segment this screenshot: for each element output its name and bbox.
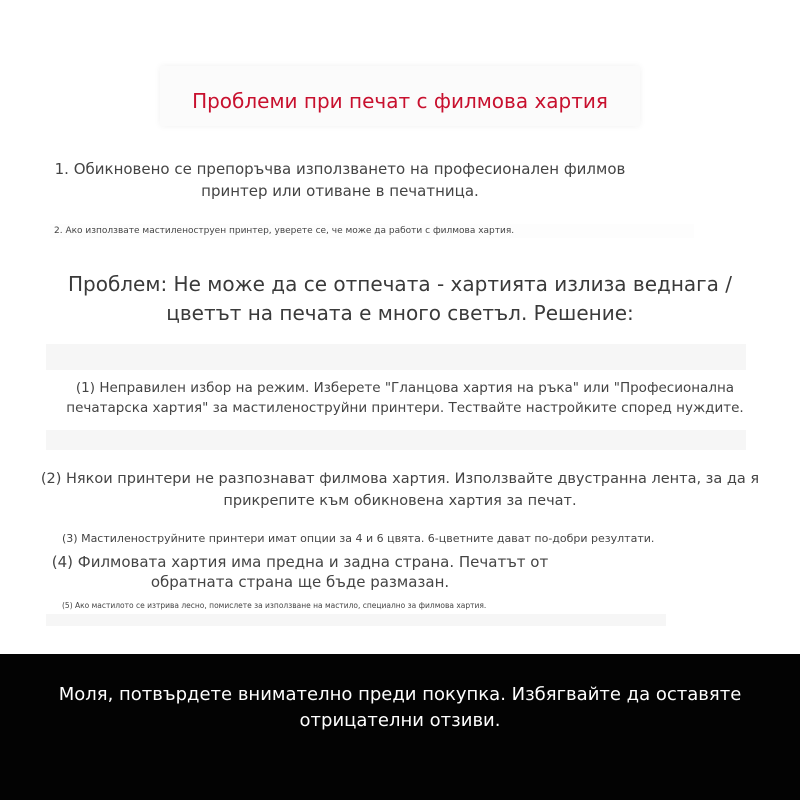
solution-item-4: (4) Филмовата хартия има предна и задна страна. Печатът от обратната страна ще бъде размазан. (51, 553, 549, 591)
note-professional-printer: 1. Обикновено се препоръчва използването на професионален филмов принтер или отиване в печатница. (54, 160, 626, 200)
solution-item-1: (1) Неправилен избор на режим. Изберете "Гланцова хартия на ръка" или "Професионална печатарска хартия" за мастиленоструйни принтери. Тествайте настройките според нуждите. (66, 380, 744, 416)
problem-heading: Проблем: Не може да се отпечата - хартията излиза веднага / цветът на печата е много светъл. Решение: (67, 272, 733, 325)
note-inkjet-compatibility: 2. Ако използвате мастиленоструен принтер, уверете се, че може да работи с филмова хартия. (50, 224, 694, 238)
faint-background-strip (46, 430, 746, 450)
page-title: Проблеми при печат с филмова хартия (192, 89, 608, 113)
faint-background-strip (46, 344, 746, 370)
solution-item-2: (2) Някои принтери не разпознават филмова хартия. Използвайте двустранна лента, за да я прикрепите към обикновена хартия за печат. (40, 471, 760, 509)
solution-item-5: (5) Ако мастилото се изтрива лесно, помислете за използване на мастило, специално за филмова хартия. (62, 601, 487, 610)
warning-banner-text: Моля, потвърдете внимателно преди покупка. Избягвайте да оставяте отрицателни отзиви. (58, 684, 742, 731)
faint-background-strip (46, 614, 666, 626)
solution-item-3: (3) Мастиленоструйните принтери имат опции за 4 и 6 цвята. 6-цветните дават по-добри резултати. (62, 532, 655, 545)
